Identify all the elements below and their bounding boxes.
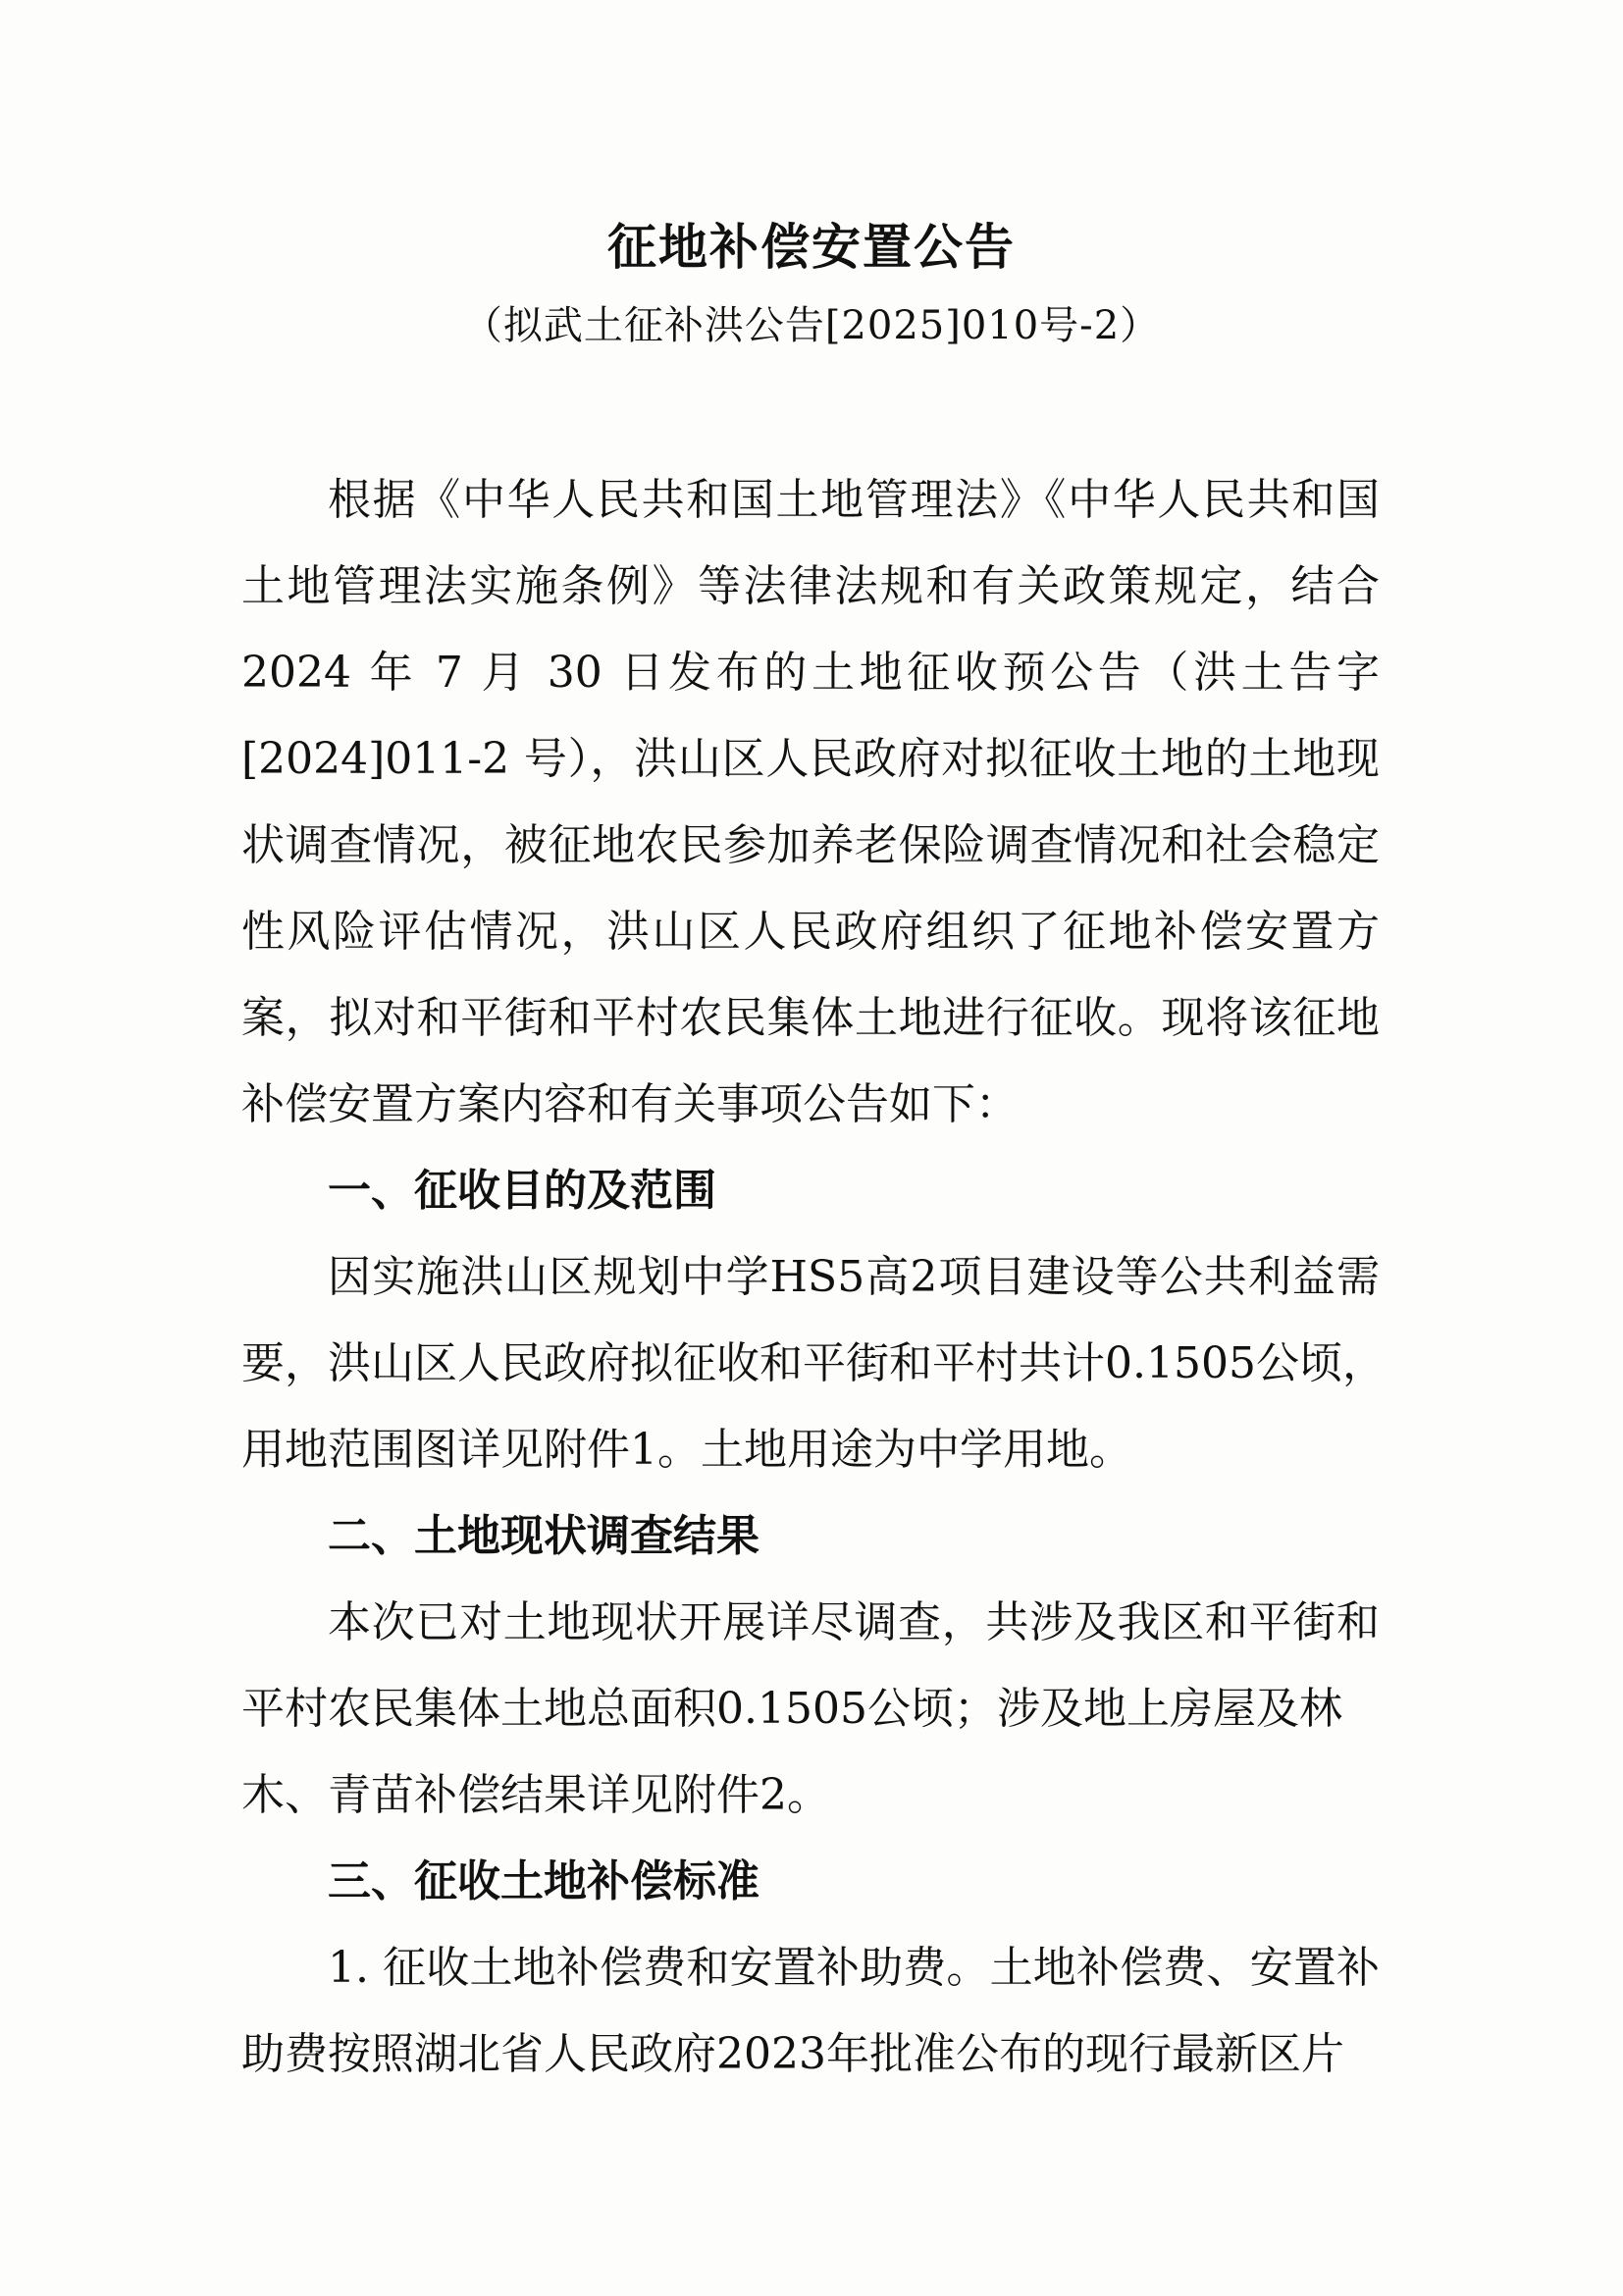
- document-number: （拟武土征补洪公告[2025]010号-2）: [462, 303, 1161, 348]
- intro-line: 根据《中华人民共和国土地管理法》《中华人民共和国: [328, 475, 1380, 525]
- section-heading: 二、土地现状调查结果: [328, 1511, 759, 1561]
- section-line: 要，洪山区人民政府拟征收和平街和平村共计0.1505公顷，: [241, 1338, 1386, 1388]
- intro-line: 案，拟对和平街和平村农民集体土地进行征收。现将该征地: [241, 993, 1380, 1043]
- section-line: 1. 征收土地补偿费和安置补助费。土地补偿费、安置补: [328, 1943, 1380, 1993]
- intro-line: 2024 年 7 月 30 日发布的土地征收预公告（洪土告字: [241, 648, 1380, 698]
- section-line: 平村农民集体土地总面积0.1505公顷；涉及地上房屋及林: [241, 1684, 1342, 1734]
- section-line: 因实施洪山区规划中学HS5高2项目建设等公共利益需: [328, 1252, 1380, 1302]
- intro-line: 土地管理法实施条例》等法律法规和有关政策规定，结合: [241, 561, 1380, 611]
- intro-line: 补偿安置方案内容和有关事项公告如下：: [241, 1079, 1019, 1129]
- section-line: 本次已对土地现状开展详尽调查，共涉及我区和平街和: [328, 1597, 1380, 1647]
- document-title: 征地补偿安置公告: [607, 219, 1016, 276]
- section-line: 用地范围图详见附件1。土地用途为中学用地。: [241, 1425, 1132, 1475]
- intro-line: 性风险评估情况，洪山区人民政府组织了征地补偿安置方: [241, 907, 1380, 957]
- section-heading: 三、征收土地补偿标准: [328, 1856, 759, 1906]
- section-line: 木、青苗补偿结果详见附件2。: [241, 1770, 830, 1820]
- intro-line: 状调查情况，被征地农民参加养老保险调查情况和社会稳定: [241, 820, 1380, 870]
- intro-line: [2024]011-2 号），洪山区人民政府对拟征收土地的土地现: [241, 734, 1380, 784]
- section-heading: 一、征收目的及范围: [328, 1166, 716, 1216]
- section-line: 助费按照湖北省人民政府2023年批准公布的现行最新区片: [241, 2029, 1344, 2079]
